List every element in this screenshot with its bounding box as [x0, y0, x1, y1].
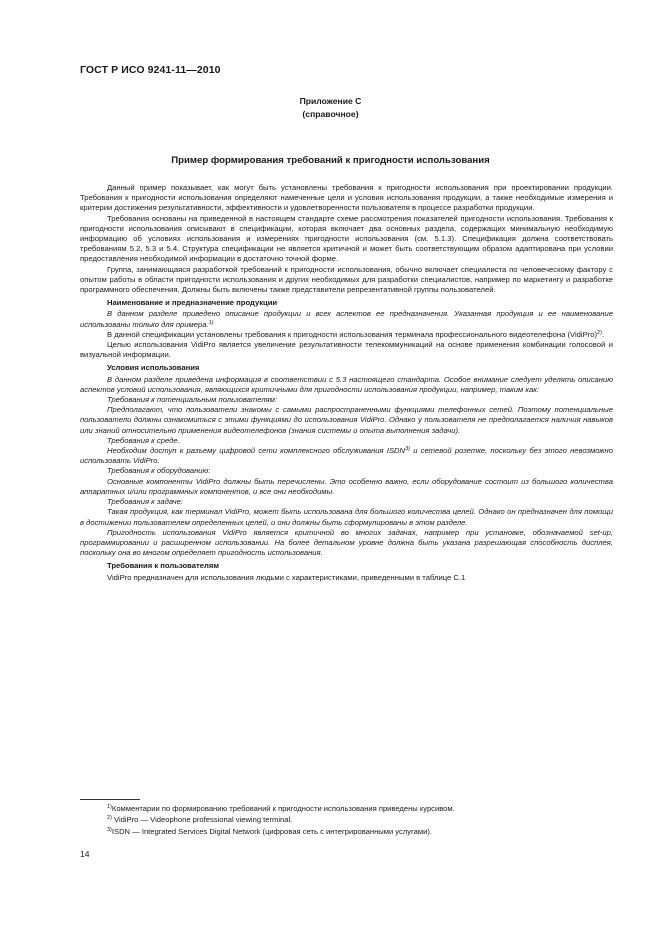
paragraph: Целью использования VidiPro является увеличение результативности телекоммуникаций на основе применения комбинации голосовой и визуальной информации. [80, 340, 613, 360]
period: . [601, 329, 605, 339]
footnote-1 [107, 803, 617, 814]
footnote-mark: 1) [107, 804, 112, 810]
footnotes [107, 803, 617, 837]
page-number: 14 [80, 849, 90, 859]
footnote-ref: 1) [208, 319, 214, 326]
appendix-type: (справочное) [302, 109, 359, 119]
footnote-mark: 2) [107, 815, 112, 822]
body-text [80, 183, 613, 583]
paragraph: Требования основаны на приведенной в настоящем стандарте схеме рассмотрения показателей пригодности использования. Требования к пригодности использования описывают в спецификации, которая включает два основных раздела, содержащих минимальную необходимую информацию об условиях использования и измерениях пригодности использования (см. 5.1.3). Спецификация должна соответствовать требованиям 5.2, 5.3 и 5.4. Структура спецификации не является критичной и может быть соответствующим образом адаптирована при условии предоставления необходимой информации в достаточно точной форме. [80, 213, 613, 264]
paragraph: Данный пример показывает, как могут быть установлены требования к пригодности использования при проектировании продукции. Требования к пригодности использования определяют намеченные цели и условия использования продукции, а также необходимые измерения и критерии достижения результативности, эффективности и удовлетворенности пользователя в процессе разработки продукции. [80, 183, 613, 213]
footnote-text: ISDN — Integrated Services Digital Network (цифровая сеть с интегрированными услугами). [111, 826, 432, 836]
section-title: Пример формирования требований к пригодности использования [171, 155, 490, 166]
footnote-mark: 3) [107, 826, 112, 833]
standard-header: ГОСТ Р ИСО 9241-11—2010 [80, 64, 221, 76]
paragraph: VidiPro предназначен для использования людьми с характеристиками, приведенными в таблице С.1 [107, 572, 466, 582]
paragraph-italic: Требования к оборудованию: [107, 466, 211, 476]
paragraph-italic: Такая продукция, как терминал VidiPro, может быть использована для большого количества целей. Однако он предназначен для помощи в достижении пользователем определенных целей, и они должны быть сформулированы в этом разделе. [80, 507, 613, 527]
paragraph-text: В данной спецификации установлены требования к пригодности использования терминала профессионального видеотелефона (VidiPro) [107, 329, 598, 339]
footnote-3 [107, 826, 617, 837]
footnote-text: VidiPro — Videophone professional viewing terminal. [114, 815, 293, 825]
subheading-product: Наименование и предназначение продукции [107, 298, 278, 308]
paragraph: Группа, занимающаяся разработкой требований к пригодности использования, обычно включает специалиста по человеческому фактору с опытом работы в области пригодности использования и других необходимых для разработки специалистов, например по маркетингу и разработке программного обеспечения. Должны быть включены также представители репрезентативной группы пользователей. [80, 264, 613, 295]
paragraph-text: Необходим доступ к разъему цифровой сети комплексного обслуживания ISDN [107, 446, 406, 456]
subheading-users: Требования к пользователям [107, 561, 219, 571]
footnote-text: Комментарии по формированию требований к пригодности использования приведены курсивом. [111, 804, 455, 813]
paragraph-italic [80, 446, 613, 466]
paragraph-italic: Пригодность использования VidiPro является критичной во многих задачах, например при установке, обозначаемой set-up, программировании и расширенном использовании. На более детальном уровне должна быть указана разрешающая способность дисплея, поскольку она во многом определяет пригодность использования. [80, 527, 613, 558]
footnote-ref: 3) [405, 446, 410, 453]
subheading-context: Условия использования [107, 363, 200, 373]
paragraph-text: В данном разделе приведено описание продукции и всех аспектов ее предназначения. Указанная продукция и ее наименование использованы только для примера. [80, 309, 613, 329]
paragraph-italic: Требования к среде. [107, 435, 180, 445]
paragraph-italic [80, 309, 613, 329]
paragraph [80, 330, 613, 340]
paragraph-italic: Требования к потенциальным пользователям: [107, 395, 277, 405]
paragraph-text: и сетевой розетке, поскольку без этого невозможно использовать VidiPro. [80, 446, 613, 466]
paragraph-italic: В данном разделе приведена информация в соответствии с 5.3 настоящего стандарта. Особое внимание следует уделять описанию аспектов условий использования, являющихся критичными для пригодности использования продукции, например, таким как: [80, 374, 613, 394]
paragraph-italic: Основные компоненты VidiPro должны быть перечислены. Это особенно важно, если оборудование состоит из большого количества аппаратных и/или программных компонентов, и все они необходимы. [80, 476, 613, 496]
paragraph-italic: Требования к задаче: [107, 497, 183, 507]
footnote-2 [107, 814, 617, 825]
paragraph-italic: Предполагают, что пользователи знакомы с самыми распространенными функциями телефонных сетей. Поэтому потенциальные пользователи должны ознакомиться с этими функциями до использования VidiPro. Однако у пользователя не предполагается наличия навыков или знаний относительно применения видеотелефонов (знания системы и опыта выполнения задачи). [80, 405, 613, 435]
appendix-label: Приложение С [299, 96, 362, 106]
footnote-ref: 2) [597, 329, 602, 336]
footnote-divider [80, 799, 140, 800]
